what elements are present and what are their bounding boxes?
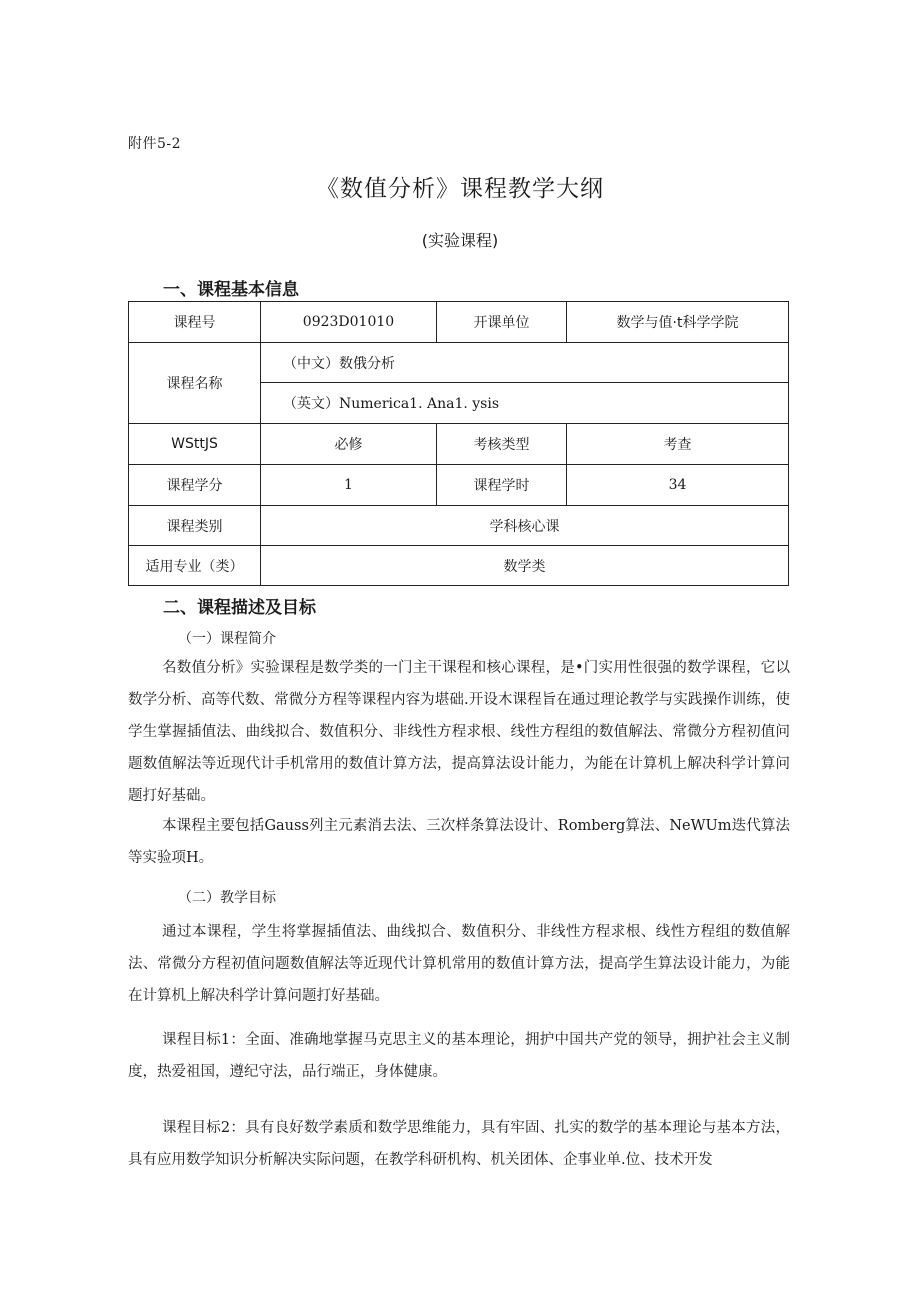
document-title: 《数值分析》课程教学大纲	[316, 176, 604, 202]
subsection-intro-heading: （一）课程简介	[178, 631, 276, 647]
section2-heading: 二、课程描述及目标	[163, 598, 316, 618]
dept-value: 数学与值·t科学学院	[567, 302, 789, 343]
experiments-paragraph: 本课程主要包括Gauss列主元素消去法、三次样条算法设计、Romberg算法、NeWUm迭代算法等实验项H。	[128, 818, 790, 866]
hours-value: 34	[567, 465, 789, 506]
category-value: 学科核心课	[261, 506, 789, 546]
goal2-paragraph: 课程目标2：具有良好数学素质和数学思维能力，具有牢固、扎实的数学的基本理论与基本方法，具有应用数学知识分析解决实际问题，在教学科研机构、机关团体、企事业单.位、技术开发	[128, 1120, 790, 1168]
major-label: 适用专业（类）	[129, 546, 261, 586]
course-no-value: 0923D01010	[261, 302, 437, 343]
intro-paragraph: 名数值分析》实验课程是数学类的一门主干课程和核心课程，是•门实用性很强的数学课程，它以数学分析、高等代数、常微分方程等课程内容为堪础.开设木课程旨在通过理论教学与实践操作训练，使学生掌握插值法、曲线拟合、数值积分、非线性方程求根、线性方程组的数值解法、常微分方程初值问题数值解法等近现代计手机常用的数值计算方法，提高算法设计能力，为能在计算机上解决科学计算问题打好基础。	[128, 660, 790, 804]
hours-label: 课程学时	[437, 465, 567, 506]
assess-value: 考查	[567, 424, 789, 465]
attachment-label: 附件5-2	[128, 136, 182, 152]
course-nature-label: WSttJS	[129, 424, 261, 465]
course-name-en: （英文）Numerica1. Ana1. ysis	[261, 383, 789, 424]
course-name-label: 课程名称	[129, 343, 261, 424]
course-no-label: 课程号	[129, 302, 261, 343]
course-name-cn: （中文）数俄分析	[261, 343, 789, 383]
section1-heading: 一、课程基本信息	[163, 280, 299, 300]
major-value: 数学类	[261, 546, 789, 586]
dept-label: 开课单位	[437, 302, 567, 343]
course-info-table	[128, 301, 789, 586]
subsection-goals-heading: （二）教学目标	[178, 890, 276, 906]
assess-label: 考核类型	[437, 424, 567, 465]
document-subtitle: (实验课程)	[421, 231, 499, 250]
category-label: 课程类别	[129, 506, 261, 546]
credit-value: 1	[261, 465, 437, 506]
course-nature-value: 必修	[261, 424, 437, 465]
goal1-paragraph: 课程目标1：全面、准确地掌握马克思主义的基本理论，拥护中国共产党的领导，拥护社会主义制度，热爱祖国，遵纪守法，品行端正，身体健康。	[128, 1032, 790, 1080]
goals-paragraph: 通过本课程，学生将掌握插值法、曲线拟合、数值积分、非线性方程求根、线性方程组的数值解法、常微分方程初值问题数值解法等近现代计算机常用的数值计算方法，提高学生算法设计能力，为能在计算机上解决科学计算问题打好基础。	[128, 924, 790, 1004]
credit-label: 课程学分	[129, 465, 261, 506]
